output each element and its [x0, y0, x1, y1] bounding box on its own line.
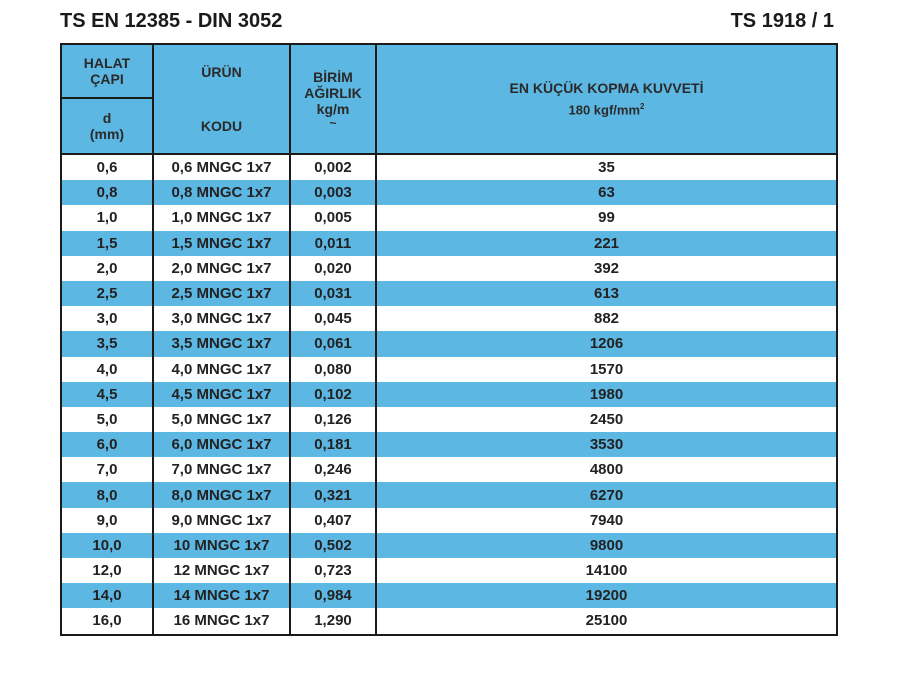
cell-unit-weight: 0,011: [290, 231, 376, 256]
cell-product-code: 7,0 MNGC 1x7: [153, 457, 290, 482]
cell-unit-weight: 0,407: [290, 508, 376, 533]
cell-product-code: 6,0 MNGC 1x7: [153, 432, 290, 457]
table-row: [61, 457, 837, 482]
table-row: [61, 407, 837, 432]
cell-unit-weight: 0,020: [290, 256, 376, 281]
cell-breaking-force: 9800: [376, 533, 837, 558]
cell-unit-weight: 0,003: [290, 180, 376, 205]
cell-product-code: 4,0 MNGC 1x7: [153, 357, 290, 382]
cell-diameter: 6,0: [61, 432, 153, 457]
table-row: [61, 205, 837, 230]
cell-breaking-force: 4800: [376, 457, 837, 482]
header-urun-line2: KODU: [200, 118, 243, 134]
cell-breaking-force: 99: [376, 205, 837, 230]
cell-unit-weight: 0,031: [290, 281, 376, 306]
cell-unit-weight: 0,045: [290, 306, 376, 331]
cell-product-code: 0,8 MNGC 1x7: [153, 180, 290, 205]
table-row: [61, 432, 837, 457]
table-row: [61, 608, 837, 634]
cell-diameter: 7,0: [61, 457, 153, 482]
table-row: [61, 154, 837, 180]
cell-breaking-force: 25100: [376, 608, 837, 634]
header-kopma-unit-sup: 2: [640, 101, 645, 111]
table-row: [61, 482, 837, 507]
table-row: [61, 281, 837, 306]
cell-breaking-force: 2450: [376, 407, 837, 432]
cell-diameter: 3,5: [61, 331, 153, 356]
table-row: [61, 331, 837, 356]
cell-breaking-force: 63: [376, 180, 837, 205]
cell-unit-weight: 1,290: [290, 608, 376, 634]
cell-breaking-force: 221: [376, 231, 837, 256]
cell-breaking-force: 35: [376, 154, 837, 180]
header-birim-tilde: ~: [329, 116, 337, 130]
table-row: [61, 231, 837, 256]
cell-unit-weight: 0,102: [290, 382, 376, 407]
cell-diameter: 0,6: [61, 154, 153, 180]
table-row: [61, 558, 837, 583]
cell-product-code: 12 MNGC 1x7: [153, 558, 290, 583]
table-row: [61, 256, 837, 281]
cell-breaking-force: 3530: [376, 432, 837, 457]
cell-breaking-force: 7940: [376, 508, 837, 533]
header-kopma-kuvveti: [376, 44, 837, 154]
cell-diameter: 9,0: [61, 508, 153, 533]
cell-product-code: 3,0 MNGC 1x7: [153, 306, 290, 331]
table-row: [61, 306, 837, 331]
cell-breaking-force: 1570: [376, 357, 837, 382]
cell-unit-weight: 0,061: [290, 331, 376, 356]
table-header: [61, 44, 837, 154]
header-urun-kodu: [153, 44, 290, 154]
header-birim-line3: kg/m: [316, 101, 350, 117]
cell-diameter: 12,0: [61, 558, 153, 583]
cell-diameter: 4,5: [61, 382, 153, 407]
cell-product-code: 2,0 MNGC 1x7: [153, 256, 290, 281]
cell-diameter: 3,0: [61, 306, 153, 331]
cell-product-code: 14 MNGC 1x7: [153, 583, 290, 608]
cell-breaking-force: 613: [376, 281, 837, 306]
header-halat-line2: ÇAPI: [90, 71, 124, 87]
header-d-mm: [61, 98, 153, 154]
cell-diameter: 1,0: [61, 205, 153, 230]
cell-product-code: 16 MNGC 1x7: [153, 608, 290, 634]
cell-diameter: 2,0: [61, 256, 153, 281]
cell-product-code: 5,0 MNGC 1x7: [153, 407, 290, 432]
cell-diameter: 8,0: [61, 482, 153, 507]
cell-breaking-force: 1980: [376, 382, 837, 407]
table-row: [61, 382, 837, 407]
table-row: [61, 180, 837, 205]
header-halat-capi: [61, 44, 153, 98]
cell-breaking-force: 14100: [376, 558, 837, 583]
cell-diameter: 10,0: [61, 533, 153, 558]
cell-diameter: 4,0: [61, 357, 153, 382]
cell-product-code: 3,5 MNGC 1x7: [153, 331, 290, 356]
cell-unit-weight: 0,246: [290, 457, 376, 482]
cell-product-code: 0,6 MNGC 1x7: [153, 154, 290, 180]
cell-unit-weight: 0,005: [290, 205, 376, 230]
cell-unit-weight: 0,984: [290, 583, 376, 608]
cell-unit-weight: 0,080: [290, 357, 376, 382]
cell-diameter: 5,0: [61, 407, 153, 432]
cell-unit-weight: 0,126: [290, 407, 376, 432]
header-halat-line1: HALAT: [83, 55, 131, 71]
cell-diameter: 0,8: [61, 180, 153, 205]
cell-unit-weight: 0,502: [290, 533, 376, 558]
header-kopma-title: EN KÜÇÜK KOPMA KUVVETİ: [509, 79, 704, 96]
cell-product-code: 4,5 MNGC 1x7: [153, 382, 290, 407]
standard-ref: TS 1918 / 1: [730, 10, 834, 32]
table-row: [61, 533, 837, 558]
cell-product-code: 1,0 MNGC 1x7: [153, 205, 290, 230]
header-birim-line1: BİRİM: [313, 69, 353, 85]
header-d-line1: d: [102, 110, 112, 126]
cell-breaking-force: 6270: [376, 482, 837, 507]
header-birim-agirlik: [290, 44, 376, 154]
cell-unit-weight: 0,723: [290, 558, 376, 583]
cell-product-code: 1,5 MNGC 1x7: [153, 231, 290, 256]
table-row: [61, 508, 837, 533]
cell-diameter: 14,0: [61, 583, 153, 608]
table-row: [61, 583, 837, 608]
table-body: [61, 154, 837, 635]
cell-unit-weight: 0,321: [290, 482, 376, 507]
cell-breaking-force: 1206: [376, 331, 837, 356]
table-row: [61, 357, 837, 382]
cell-breaking-force: 19200: [376, 583, 837, 608]
cell-product-code: 8,0 MNGC 1x7: [153, 482, 290, 507]
header-birim-line2: AĞIRLIK: [304, 85, 362, 101]
cell-diameter: 16,0: [61, 608, 153, 634]
cell-unit-weight: 0,181: [290, 432, 376, 457]
header-urun-line1: ÜRÜN: [201, 64, 242, 80]
cell-diameter: 1,5: [61, 231, 153, 256]
header-kopma-unit-wrap: [377, 99, 836, 118]
cell-breaking-force: 882: [376, 306, 837, 331]
header-kopma-unit: 180 kgf/mm: [568, 102, 641, 118]
cell-unit-weight: 0,002: [290, 154, 376, 180]
cell-product-code: 2,5 MNGC 1x7: [153, 281, 290, 306]
cell-diameter: 2,5: [61, 281, 153, 306]
rope-spec-table: [60, 43, 838, 636]
cell-product-code: 10 MNGC 1x7: [153, 533, 290, 558]
standard-title: TS EN 12385 - DIN 3052: [60, 10, 283, 32]
cell-product-code: 9,0 MNGC 1x7: [153, 508, 290, 533]
cell-breaking-force: 392: [376, 256, 837, 281]
header-d-line2: (mm): [89, 126, 125, 142]
